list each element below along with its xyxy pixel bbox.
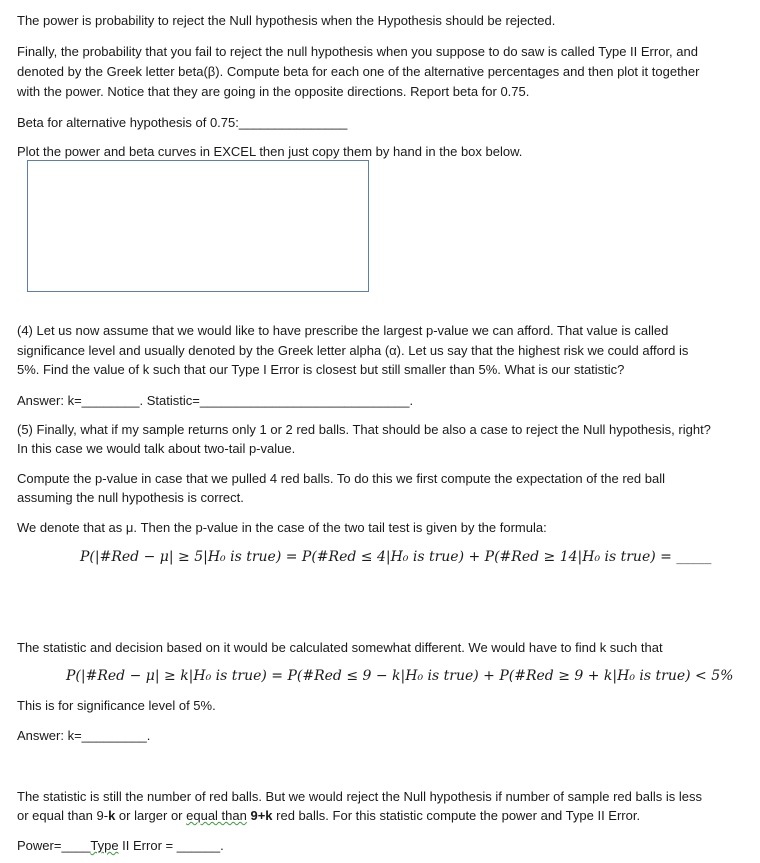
- q5-answer-line: Answer: k=_________.: [17, 728, 151, 743]
- q4-line3: 5%. Find the value of k such that our Type I Error is closest but still smaller than 5%. What is our statistic?: [17, 362, 625, 377]
- plot-instruction: Plot the power and beta curves in EXCEL then just copy them by hand in the box below.: [17, 144, 523, 159]
- q4-line1: (4) Let us now assume that we would like to have prescribe the largest p-value we can afford. That value is called: [17, 323, 669, 338]
- q5-compute-line1: Compute the p-value in case that we pulled 4 red balls. To do this we first compute the expectation of the red ball: [17, 471, 665, 486]
- final-paragraph-line2: [17, 808, 640, 824]
- type-word: Type: [90, 838, 119, 853]
- q4-line2: significance level and usually denoted by the Greek letter alpha (α). Let us say that the highest risk we could afford is: [17, 343, 689, 358]
- final-text-g: red balls. For this statistic compute the power and Type II Error.: [272, 808, 641, 823]
- power-definition: The power is probability to reject the Null hypothesis when the Hypothesis should be rejected.: [17, 13, 556, 28]
- q5-mu-line: We denote that as μ. Then the p-value in the case of the two tail test is given by the formula:: [17, 520, 547, 535]
- q5-compute-line2: assuming the null hypothesis is correct.: [17, 490, 244, 505]
- q5-statistic-line: The statistic and decision based on it would be calculated somewhat different. We would have to find k such that: [17, 640, 663, 655]
- final-text-k: k: [108, 808, 116, 823]
- q5-line2: In this case we would talk about two-tail p-value.: [17, 441, 296, 456]
- final-text-a: or equal than 9-: [17, 808, 109, 823]
- type2-paragraph-line2: denoted by the Greek letter beta(β). Compute beta for each one of the alternative percentages and then plot it together: [17, 64, 700, 79]
- final-text-c: or larger or: [115, 808, 187, 823]
- final-paragraph-line1: The statistic is still the number of red balls. But we would reject the Null hypothesis if number of sample red balls is less: [17, 789, 702, 804]
- q4-answer-line: Answer: k=________. Statistic=_____________________________.: [17, 393, 414, 408]
- final-text-equal-than: equal than: [186, 808, 247, 823]
- two-tail-pvalue-formula: P(|#Red − μ| ≥ 5|H₀ is true) = P(#Red ≤ 4|H₀ is true) + P(#Red ≥ 14|H₀ is true) = _____: [80, 549, 712, 565]
- two-tail-k-formula: P(|#Red − μ| ≥ k|H₀ is true) = P(#Red ≤ 9 − k|H₀ is true) + P(#Red ≥ 9 + k|H₀ is true) < 5%: [66, 668, 734, 684]
- significance-line: This is for significance level of 5%.: [17, 698, 216, 713]
- type2-paragraph-line3: with the power. Notice that they are going in the opposite directions. Report beta for 0.75.: [17, 84, 530, 99]
- final-text-9k: 9+k: [250, 808, 273, 823]
- type2-paragraph-line1: Finally, the probability that you fail to reject the null hypothesis when you suppose to do saw is called Type II Error, and: [17, 44, 698, 59]
- q5-line1: (5) Finally, what if my sample returns only 1 or 2 red balls. That should be also a case to reject the Null hypothesis, right?: [17, 422, 711, 437]
- beta-answer-line: Beta for alternative hypothesis of 0.75:_______________: [17, 115, 348, 130]
- type2-error-label: II Error = ______.: [118, 838, 224, 853]
- plot-drawing-box[interactable]: [27, 160, 369, 292]
- power-answer-line: [17, 838, 224, 854]
- power-label: Power=____: [17, 838, 91, 853]
